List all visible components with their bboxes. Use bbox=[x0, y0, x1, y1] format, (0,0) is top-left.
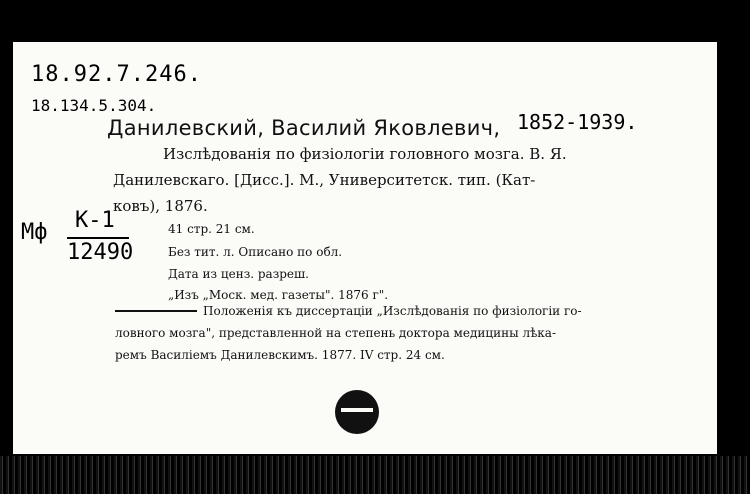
description-line-4: „Изъ „Моск. мед. газеты". 1876 г". bbox=[168, 288, 389, 302]
title-line-3: ковъ), 1876. bbox=[113, 197, 208, 215]
shelf-mark-top: К-1 bbox=[75, 208, 115, 233]
entry-dash-rule bbox=[115, 310, 197, 312]
scan-border bbox=[0, 456, 750, 494]
description-line-2: Без тит. л. Описано по обл. bbox=[168, 245, 343, 259]
shelf-mark bbox=[67, 208, 133, 270]
call-number-1: 18.92.7.246. bbox=[31, 62, 202, 87]
rod-hole bbox=[335, 390, 379, 434]
author-years: 1852-1939. bbox=[517, 110, 638, 134]
description-line-1: 41 стр. 21 см. bbox=[168, 222, 255, 236]
title-line-2: Данилевскаго. [Дисс.]. М., Университетск. тип. (Кат- bbox=[113, 171, 536, 189]
shelf-mark-divider bbox=[67, 237, 129, 239]
catalog-card bbox=[13, 42, 717, 454]
author-heading: Данилевский, Василий Яковлевич, bbox=[107, 116, 501, 140]
shelf-mark-bottom: 12490 bbox=[67, 240, 134, 265]
call-number-2: 18.134.5.304. bbox=[31, 96, 157, 115]
shelf-mark-prefix: Мф bbox=[21, 220, 48, 245]
title-line-1: Изслѣдованія по физіологіи головного мозга. В. Я. bbox=[163, 145, 567, 163]
related-entry-line-2: ловного мозга", представленной на степень доктора медицины лѣка- bbox=[115, 326, 557, 340]
related-entry-line-3: ремъ Василіемъ Данилевскимъ. 1877. IV стр. 24 см. bbox=[115, 348, 445, 362]
description-line-3: Дата из ценз. разреш. bbox=[168, 267, 309, 281]
related-entry-line-1: Положенія къ диссертаціи „Изслѣдованія по физіологіи го- bbox=[203, 304, 582, 318]
